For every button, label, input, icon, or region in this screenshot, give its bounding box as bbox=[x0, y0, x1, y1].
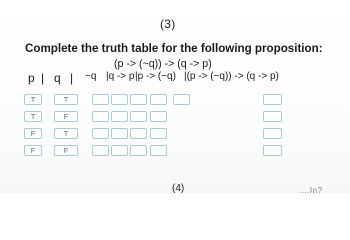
p-value-box: F bbox=[24, 128, 42, 139]
answer-box-p-implies-not-q[interactable] bbox=[130, 145, 147, 156]
answer-box-extra[interactable] bbox=[150, 145, 167, 156]
answer-box-full-proposition[interactable] bbox=[263, 128, 282, 139]
q-value-box: F bbox=[54, 145, 78, 156]
cut-off-text: ....In? bbox=[299, 186, 323, 195]
table-row bbox=[0, 145, 350, 159]
p-value-box: T bbox=[24, 111, 42, 122]
header-separator: | bbox=[70, 71, 74, 85]
table-row bbox=[0, 128, 350, 142]
header-q: q bbox=[54, 71, 61, 85]
answer-box-q-implies-p[interactable] bbox=[111, 111, 128, 122]
q-value-box: T bbox=[54, 94, 78, 105]
next-problem-number: (4) bbox=[172, 183, 185, 194]
answer-box-not-q[interactable] bbox=[92, 145, 109, 156]
p-value-box: T bbox=[24, 94, 42, 105]
answer-box-full-proposition[interactable] bbox=[263, 94, 282, 105]
table-row bbox=[0, 111, 350, 125]
answer-box-p-implies-not-q[interactable] bbox=[130, 111, 147, 122]
header-p-implies-not-q: |p -> (~q) bbox=[135, 71, 176, 82]
answer-box-extra[interactable] bbox=[150, 111, 167, 122]
q-value-box: T bbox=[54, 128, 78, 139]
table-row bbox=[0, 94, 350, 108]
answer-box-q-implies-p[interactable] bbox=[111, 145, 128, 156]
problem-number: (3) bbox=[160, 17, 176, 31]
instruction-text: Complete the truth table for the following proposition: bbox=[25, 42, 323, 55]
answer-box-p-implies-not-q[interactable] bbox=[130, 94, 147, 105]
answer-box-full-proposition[interactable] bbox=[263, 145, 282, 156]
answer-box-p-implies-not-q[interactable] bbox=[130, 128, 147, 139]
answer-box-not-q[interactable] bbox=[92, 128, 109, 139]
answer-box-extra[interactable] bbox=[150, 128, 167, 139]
answer-box-not-q[interactable] bbox=[92, 94, 109, 105]
answer-box-not-q[interactable] bbox=[92, 111, 109, 122]
header-full-proposition: |(p -> (~q)) -> (q -> p) bbox=[184, 71, 279, 82]
p-value-box: F bbox=[24, 145, 42, 156]
q-value-box: F bbox=[54, 111, 78, 122]
answer-box-extra[interactable] bbox=[173, 94, 190, 105]
header-separator: | bbox=[41, 71, 45, 85]
header-not-q: ~q bbox=[85, 71, 97, 82]
header-p: p bbox=[28, 71, 35, 85]
header-q-implies-p: |q -> p bbox=[106, 71, 135, 82]
answer-box-extra[interactable] bbox=[150, 94, 167, 105]
answer-box-q-implies-p[interactable] bbox=[111, 128, 128, 139]
truth-table-header bbox=[28, 71, 348, 87]
proposition-formula: (p -> (~q)) -> (q -> p) bbox=[114, 58, 212, 70]
answer-box-q-implies-p[interactable] bbox=[111, 94, 128, 105]
answer-box-full-proposition[interactable] bbox=[263, 111, 282, 122]
